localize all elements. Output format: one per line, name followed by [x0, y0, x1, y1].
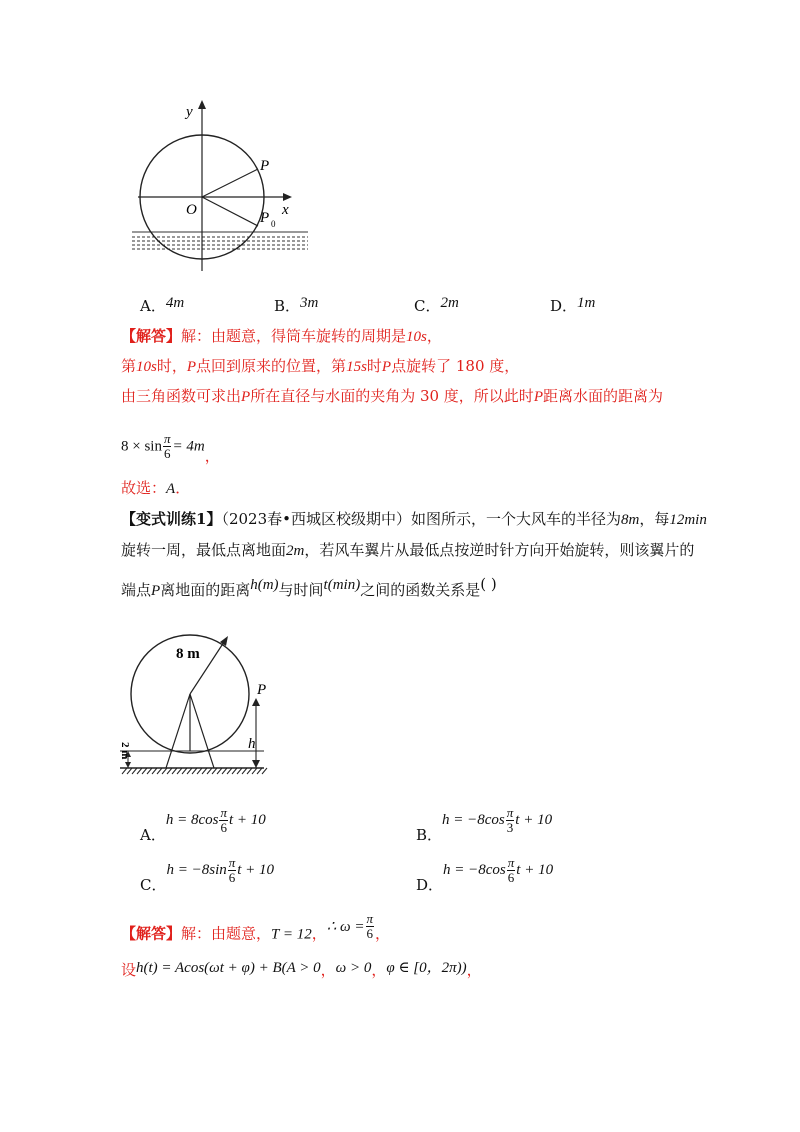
option-b[interactable]: B．3m: [274, 295, 319, 315]
hatch-stroke: [242, 768, 247, 774]
figure-waterwheel: [130, 96, 310, 276]
option2-c-formula: h = −8sin $\frac{\pi}{6}$ t + 10: [166, 855, 275, 885]
hatch-stroke: [187, 768, 192, 774]
solution1-line2: 第10s时，P点回到原来的位置，第15s时P点旋转了 180 度，: [121, 357, 520, 375]
solution2-line2: 设h(t) = Acos(ωt + φ) + B(A > 0，ω > 0，φ ∈ [0，2π))，: [121, 960, 482, 979]
option-b-value: 3m: [300, 295, 319, 311]
option2-c[interactable]: C．h = −8sin $\frac{\pi}{6}$ t + 10: [140, 855, 275, 894]
option2-a-formula: h = 8cos $\frac{\pi}{6}$ t + 10: [165, 805, 266, 835]
option-c[interactable]: C．2m: [414, 295, 459, 315]
hatch-stroke: [137, 768, 142, 774]
hatch-stroke: [177, 768, 182, 774]
radius-op: [202, 169, 258, 197]
problem2-line1: 【变式训练1】（2023春•西城区校级期中）如图所示，一个大风车的半径为8m，每12min: [121, 510, 707, 528]
problem2-line3: 端点P离地面的距离h(m)与时间t(min)之间的函数关系是( ): [121, 575, 497, 599]
hatch-stroke: [262, 768, 267, 774]
solution1-line3: 由三角函数可求出P所在直径与水面的夹角为 30 度，所以此时P距离水面的距离为: [121, 387, 663, 405]
hatch-stroke: [237, 768, 242, 774]
point-p-label: P: [260, 158, 270, 174]
y-axis-arrow: [198, 100, 206, 109]
hatch-stroke: [122, 768, 127, 774]
option-a-value: 4m: [165, 295, 185, 311]
option-d[interactable]: D．1m: [550, 295, 596, 315]
hatch-stroke: [127, 768, 132, 774]
radius-op0: [202, 197, 258, 226]
hatch-stroke: [182, 768, 187, 774]
hatch-stroke: [227, 768, 232, 774]
hatch-stroke: [197, 768, 202, 774]
point-p-label: P: [257, 682, 267, 698]
hatch-stroke: [142, 768, 147, 774]
hatch-stroke: [132, 768, 137, 774]
hatch-stroke: [257, 768, 262, 774]
hatch-stroke: [157, 768, 162, 774]
tower-leg-left: [166, 694, 190, 768]
solution1-choice: 故选：A．: [121, 479, 191, 497]
hatch-stroke: [207, 768, 212, 774]
height-label: h: [248, 736, 256, 752]
option2-b-formula: h = −8cos $\frac{\pi}{3}$ t + 10: [442, 805, 553, 835]
x-axis-arrow: [283, 193, 292, 201]
solution-tag: 【解答】: [121, 327, 182, 345]
hatch-stroke: [192, 768, 197, 774]
solution-tag: 【解答】: [121, 924, 182, 943]
hatch-stroke: [222, 768, 227, 774]
option2-d-formula: h = −8cos $\frac{\pi}{6}$ t + 10: [443, 855, 554, 885]
point-p0-label: P: [260, 210, 270, 226]
hatch-stroke: [162, 768, 167, 774]
option2-d[interactable]: D．h = −8cos $\frac{\pi}{6}$ t + 10: [416, 855, 554, 894]
ground-gap-arrow-bottom: [125, 762, 131, 768]
y-axis-label: y: [186, 104, 193, 120]
figure-windmill: [118, 618, 288, 780]
hatch-stroke: [232, 768, 237, 774]
option-a[interactable]: A．4m: [140, 295, 185, 315]
ground-gap-label: 2 m: [119, 742, 131, 760]
origin-label: O: [186, 202, 197, 218]
hatch-stroke: [202, 768, 207, 774]
h-arrow-top: [252, 698, 260, 706]
solution2-line1: 【解答】解：由题意，T = 12，∴ ω = $\frac{\pi}{6}$ ，: [121, 911, 391, 943]
hatch-stroke: [252, 768, 257, 774]
hatch-stroke: [172, 768, 177, 774]
hatch-stroke: [152, 768, 157, 774]
hatch-stroke: [167, 768, 172, 774]
option2-b[interactable]: B．h = −8cos $\frac{\pi}{3}$ t + 10: [416, 805, 553, 844]
x-axis-label: x: [282, 202, 289, 218]
hatch-stroke: [212, 768, 217, 774]
radius-label: 8 m: [176, 646, 200, 662]
hatch-stroke: [247, 768, 252, 774]
problem2-line2: 旋转一周，最低点离地面2m，若风车翼片从最低点按逆时针方向开始旋转，则该翼片的: [121, 541, 695, 559]
hatch-stroke: [217, 768, 222, 774]
hatch-stroke: [147, 768, 152, 774]
ground-hatching: [122, 768, 267, 774]
solution1-formula: 8 × sin $\frac{\pi}{6}$ = 4m，: [121, 431, 220, 465]
problem-tag: 【变式训练1】: [121, 510, 222, 528]
option-d-value: 1m: [577, 295, 596, 311]
option-c-value: 2m: [440, 295, 459, 311]
solution1-line1: 【解答】解：由题意，得筒车旋转的周期是10s，: [121, 327, 442, 345]
point-p0-subscript: 0: [271, 219, 276, 229]
option2-a[interactable]: A．h = 8cos $\frac{\pi}{6}$ t + 10: [140, 805, 266, 844]
h-arrow-bottom: [252, 760, 260, 768]
tower-leg-right: [190, 694, 214, 768]
